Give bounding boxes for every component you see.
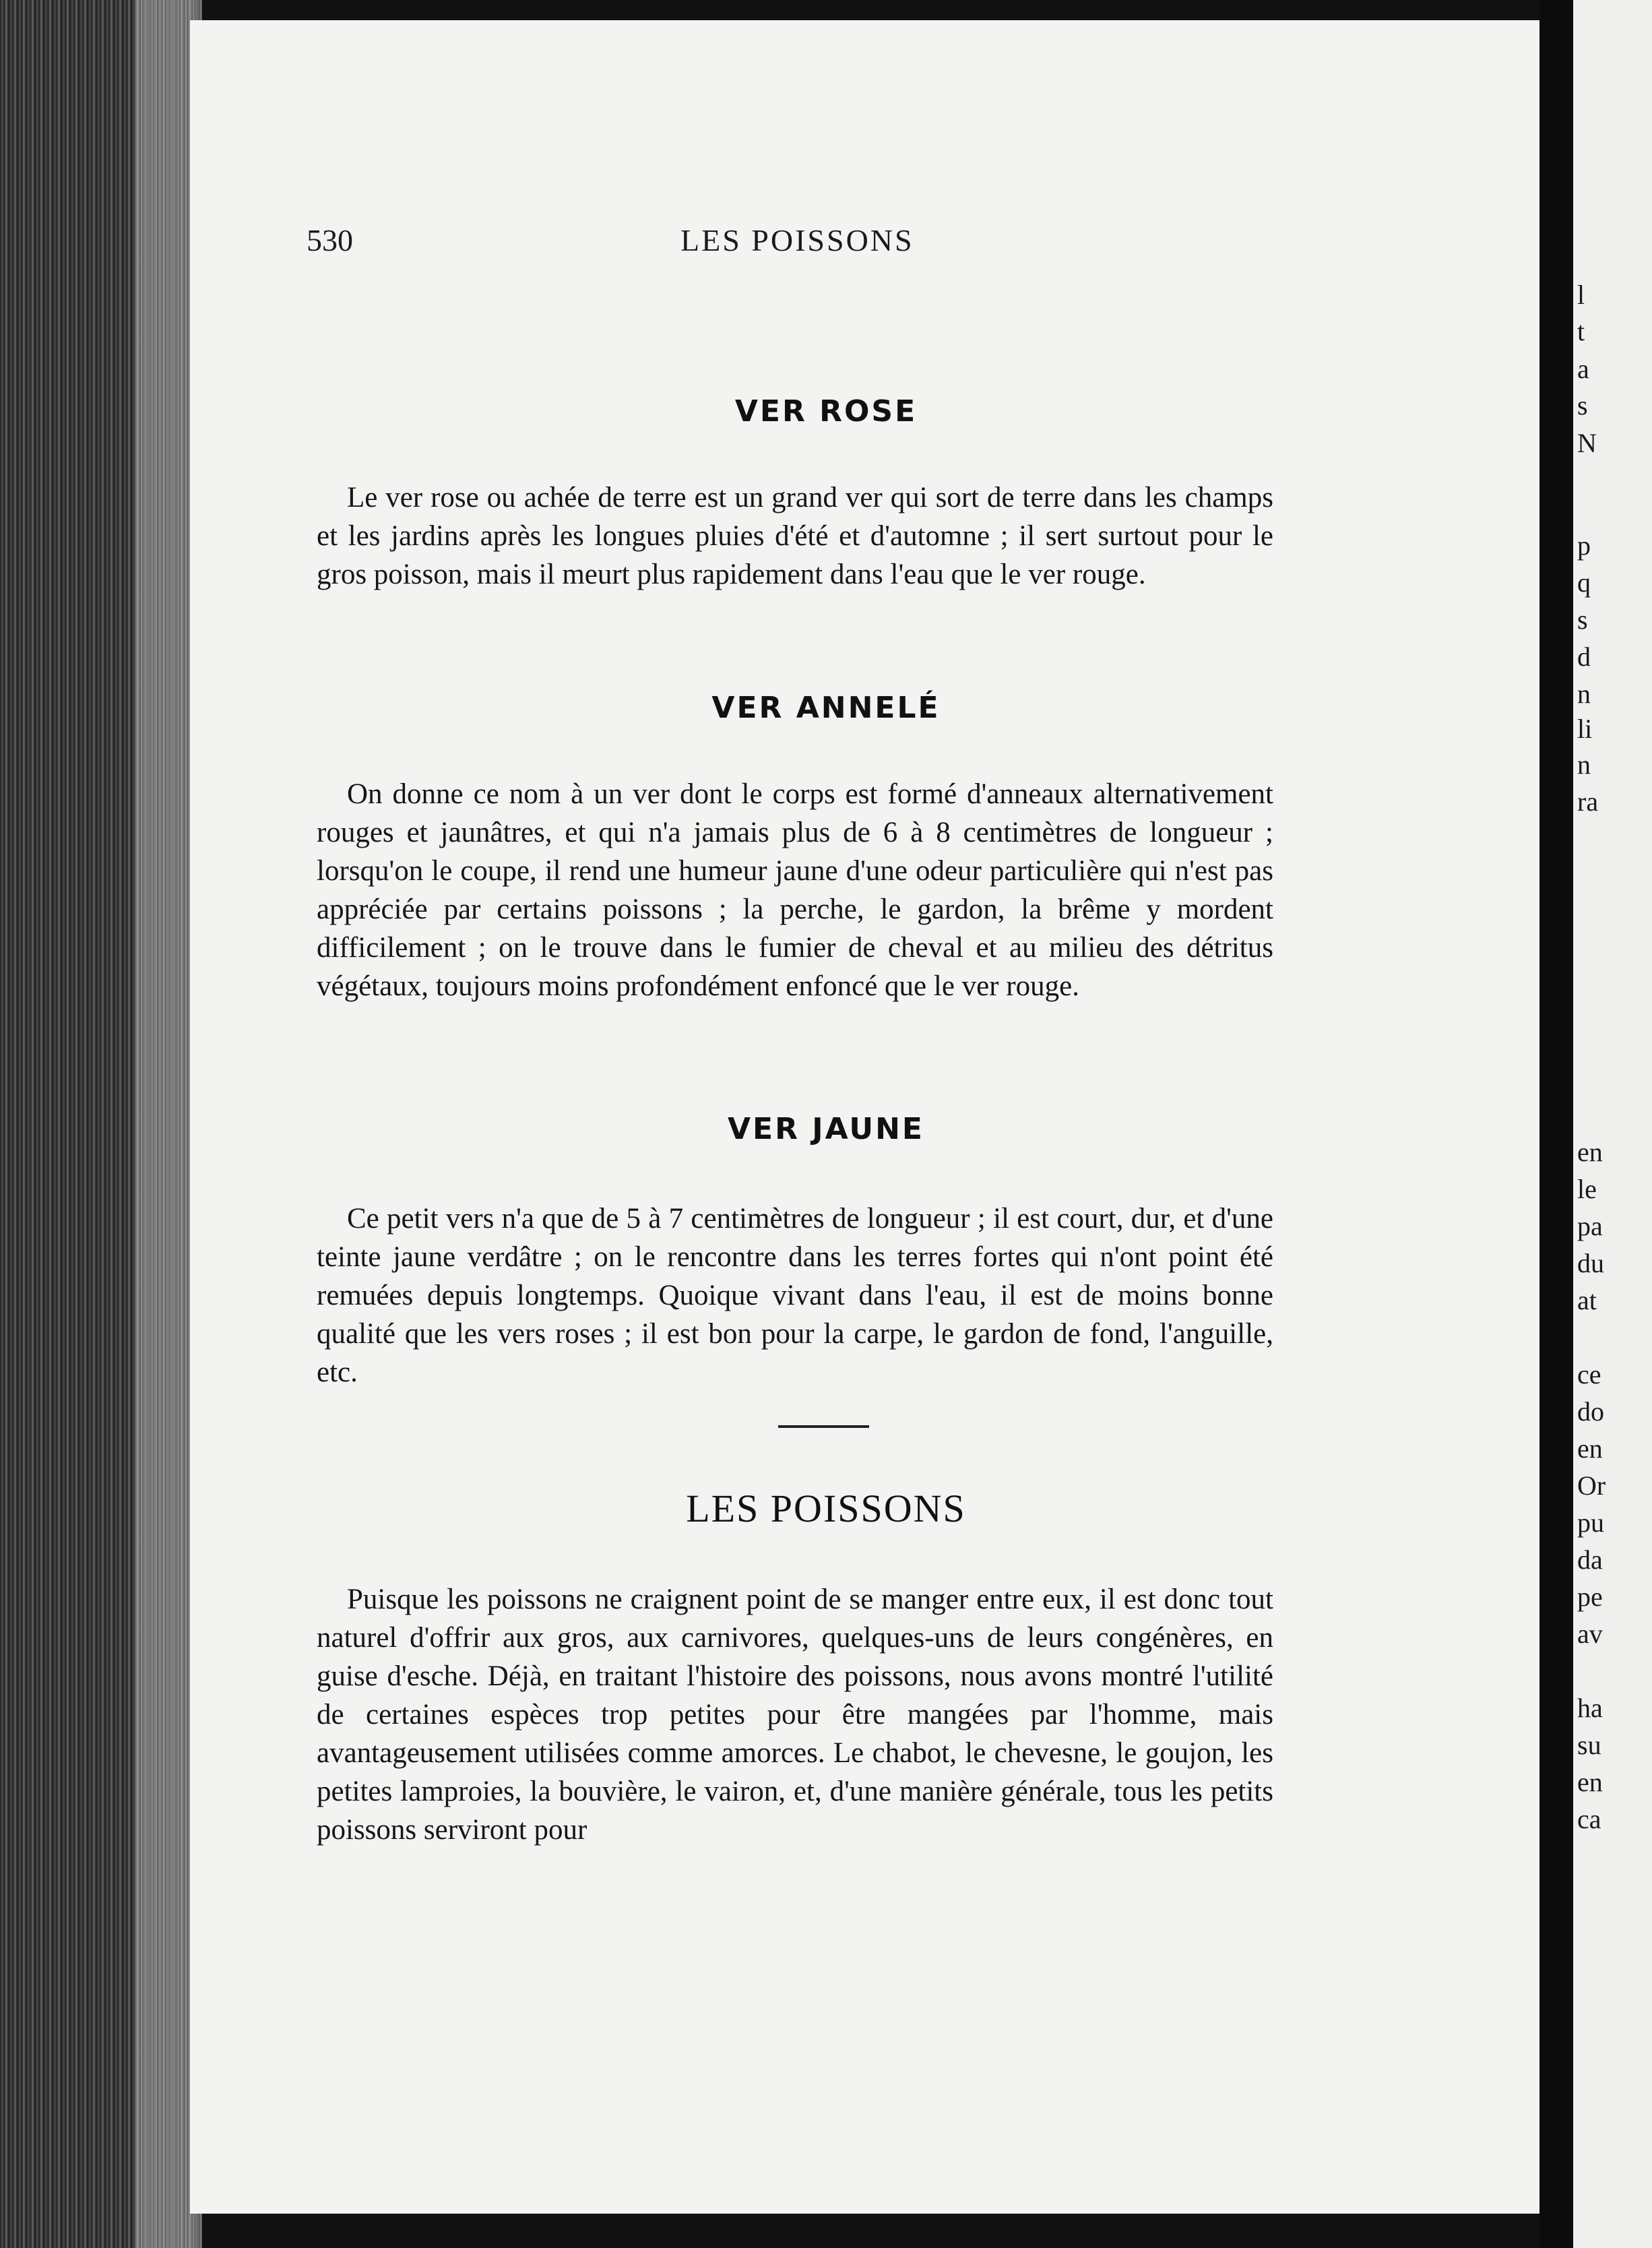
facing-fragment: Or [1577,1470,1606,1501]
running-title: LES POISSONS [680,223,914,257]
facing-fragment: p [1577,530,1591,561]
facing-fragment: t [1577,316,1585,346]
running-head [0,222,1652,263]
facing-fragment: ca [1577,1804,1601,1834]
facing-fragment: da [1577,1544,1603,1575]
facing-page [1573,0,1652,2248]
facing-fragment: av [1577,1619,1603,1649]
facing-fragment: su [1577,1730,1601,1760]
section-heading-ver-rose: VER ROSE [734,394,918,429]
facing-fragment: at [1577,1285,1597,1315]
facing-fragment: en [1577,1433,1603,1464]
facing-fragment: du [1577,1248,1604,1278]
section-heading-ver-jaune: VER JAUNE [728,1112,924,1146]
facing-fragment: a [1577,354,1589,384]
facing-fragment: en [1577,1137,1603,1167]
page-number: 530 [307,223,353,257]
facing-fragment: pu [1577,1507,1604,1538]
facing-fragment: d [1577,642,1591,672]
facing-fragment: le [1577,1174,1597,1204]
facing-fragment: pa [1577,1211,1603,1241]
section-heading-ver-annele: VER ANNELÉ [711,691,941,725]
facing-fragment: l [1577,280,1585,310]
facing-fragment: li [1577,714,1593,744]
facing-fragment: ce [1577,1359,1601,1390]
paragraph-ver-jaune: Ce petit vers n'a que de 5 à 7 centimètres de longueur ; il est court, dur, et d'une teinte jaune verdâtre ; on le rencontre dans les terres fortes qui n'ont point été remuées depuis longtemps. Quoique vivant dans l'eau, il est de moins bonne qualité que les vers roses ; il est bon pour la carpe, le gardon de fond, l'anguille, etc. [317,1203,1273,1388]
facing-fragment: ra [1577,786,1599,817]
facing-fragment: do [1577,1396,1604,1427]
book-gutter [1539,0,1573,2248]
section-divider [778,1425,869,1428]
facing-fragment: n [1577,749,1591,780]
facing-fragment: ha [1577,1693,1603,1723]
paragraph-ver-annele: On donne ce nom à un ver dont le corps est formé d'anneaux alternativement rouges et jaunâtres, et qui n'a jamais plus de 6 à 8 centimètres de longueur ; lorsqu'on le coupe, il rend une humeur jaune d'une odeur particulière qui n'est pas appréciée par certains poissons ; la perche, le gardon, la brême y mordent difficilement ; on le trouve dans le fumier de cheval et au milieu des détritus végétaux, toujours moins profondément enfoncé que le ver rouge. [317,778,1273,1002]
paragraph-ver-rose: Le ver rose ou achée de terre est un grand ver qui sort de terre dans les champs et les jardins après les longues pluies d'été et d'automne ; il sert surtout pour le gros poisson, mais il meurt plus rapidement dans l'eau que le ver rouge. [317,482,1273,590]
facing-fragment: s [1577,390,1588,420]
facing-fragment: n [1577,679,1591,709]
paragraph-les-poissons: Puisque les poissons ne craignent point de se manger entre eux, il est donc tout naturel d'offrir aux gros, aux carnivores, quelques-uns de leurs congénères, en guise d'esche. Déjà, en traitant l'histoire des poissons, nous avons montré l'utilité de certaines espèces trop petites pour être mangées par l'homme, mais avantageusement utilisées comme amorces. Le chabot, le chevesne, le goujon, les petites lamproies, la bouvière, le vairon, et, d'une manière générale, tous les petits poissons serviront pour [317,1584,1273,1846]
facing-fragment: pe [1577,1582,1603,1612]
facing-fragment: en [1577,1767,1603,1797]
facing-fragment: N [1577,428,1597,458]
facing-fragment: q [1577,567,1591,598]
chapter-heading: LES POISSONS [686,1487,966,1530]
facing-fragment: s [1577,604,1588,635]
